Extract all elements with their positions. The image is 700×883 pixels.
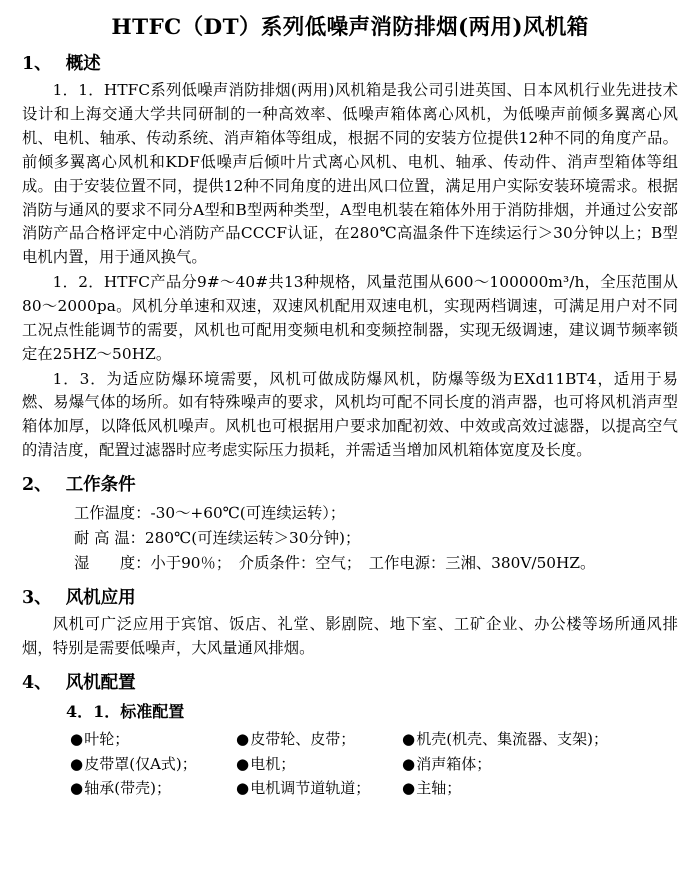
section-title-2: 工作条件 xyxy=(65,475,136,496)
bullet-icon: ● xyxy=(236,778,250,797)
section-heading-3 xyxy=(22,586,678,611)
config-item-label: 叶轮； xyxy=(84,730,130,749)
config-list xyxy=(70,727,678,800)
config-item-label: 电机； xyxy=(250,754,296,773)
bullet-icon: ● xyxy=(402,730,416,749)
config-item-label: 皮带罩(仅A式)； xyxy=(84,754,197,773)
bullet-icon: ● xyxy=(402,754,416,773)
config-item-label: 主轴； xyxy=(416,778,462,797)
config-item xyxy=(402,776,652,800)
config-item xyxy=(236,727,402,751)
config-row xyxy=(70,776,678,800)
config-item xyxy=(236,776,402,800)
section-configuration xyxy=(22,671,678,800)
bullet-icon: ● xyxy=(402,778,416,797)
section-number-3: 3、 xyxy=(22,587,52,608)
config-item xyxy=(70,727,236,751)
config-item xyxy=(236,752,402,776)
config-item-label: 消声箱体； xyxy=(416,754,492,773)
config-item xyxy=(402,752,652,776)
section-heading-4 xyxy=(22,671,678,696)
section-title-1: 概述 xyxy=(65,53,101,74)
section-number-2: 2、 xyxy=(22,475,52,496)
condition-line: 工作温度：-30～+60℃(可连续运转）； xyxy=(74,504,346,523)
section-applications xyxy=(22,586,678,661)
section-overview xyxy=(22,52,678,463)
section-title-4: 风机配置 xyxy=(65,672,136,693)
section-working-conditions xyxy=(22,473,678,576)
config-item-label: 机壳(机壳、集流器、支架)； xyxy=(416,730,608,749)
section-title-3: 风机应用 xyxy=(65,587,136,608)
config-item xyxy=(402,727,652,751)
bullet-icon: ● xyxy=(236,754,250,773)
config-row xyxy=(70,727,678,751)
config-item-label: 电机调节道轨道； xyxy=(250,778,371,797)
bullet-icon: ● xyxy=(236,730,250,749)
section-number-4: 4、 xyxy=(22,672,52,693)
paragraph-1-3: 1．3．为适应防爆环境需要，风机可做成防爆风机，防爆等级为EXd11BT4，适用于易燃、易爆气体的场所。如有特殊噪声的要求，风机均可配不同长度的消声器，也可将风机消声型箱体加厚，以降低风机噪声。风机也可根据用户要求加配初效、中效或高效过滤器，以提高空气的清洁度，配置过滤器时应考虑实际压力损耗，并需适当增加风机箱体宽度及长度。 xyxy=(22,369,678,460)
config-row xyxy=(70,752,678,776)
page-title: HTFC（DT）系列低噪声消防排烟(两用)风机箱 xyxy=(111,15,589,40)
bullet-icon: ● xyxy=(70,754,84,773)
paragraph-3-1: 风机可广泛应用于宾馆、饭店、礼堂、影剧院、地下室、工矿企业、办公楼等场所通风排烟，特别是需要低噪声，大风量通风排烟。 xyxy=(22,615,678,657)
condition-line: 耐 高 温：280℃(可连续运转＞30分钟)； xyxy=(74,529,361,548)
bullet-icon: ● xyxy=(70,778,84,797)
paragraph-1-1: 1．1．HTFC系列低噪声消防排烟(两用)风机箱是我公司引进英国、日本风机行业先进技术设计和上海交通大学共同研制的一种高效率、低噪声箱体离心风机，为低噪声前倾多翼离心风机、电机、轴承、传动系统、消声箱体等组成，根据不同的安装方位提供12种不同的角度产品。前倾多翼离心风机和KDF低噪声后倾叶片式离心风机、电机、轴承、传动件、消声型箱体等组成。由于安装位置不同，提供12种不同角度的进出风口位置，满足用户实际安装环境需求。根据消防与通风的要求不同分A型和B型两种类型，A型电机装在箱体外用于消防排烟，并通过公安部消防产品合格评定中心消防产品CCCF认证，在280℃高温条件下连续运行＞30分钟以上；B型电机内置，用于通风换气。 xyxy=(22,81,678,267)
working-conditions-list xyxy=(22,501,678,575)
subsection-heading-4-1: 4．1．标准配置 xyxy=(66,702,185,722)
bullet-icon: ● xyxy=(70,730,84,749)
section-heading-2 xyxy=(22,473,678,498)
config-item xyxy=(70,776,236,800)
config-item-label: 皮带轮、皮带； xyxy=(250,730,356,749)
paragraph-1-2: 1．2．HTFC产品分9#～40#共13种规格，风量范围从600～100000m³/h，全压范围从80～2000pa。风机分单速和双速，双速风机配用双速电机，实现两档调速，可满足用户对不同工况点性能调节的需要，风机也可配用变频电机和变频控制器，实现无级调速，建议调节频率锁定在25HZ～50HZ。 xyxy=(22,273,678,363)
section-number-1: 1、 xyxy=(22,53,52,74)
config-item xyxy=(70,752,236,776)
config-item-label: 轴承(带壳)； xyxy=(84,778,171,797)
condition-line: 湿 度：小于90％； 介质条件：空气； 工作电源：三湘、380V/50HZ。 xyxy=(74,553,596,572)
section-heading-1 xyxy=(22,52,678,77)
